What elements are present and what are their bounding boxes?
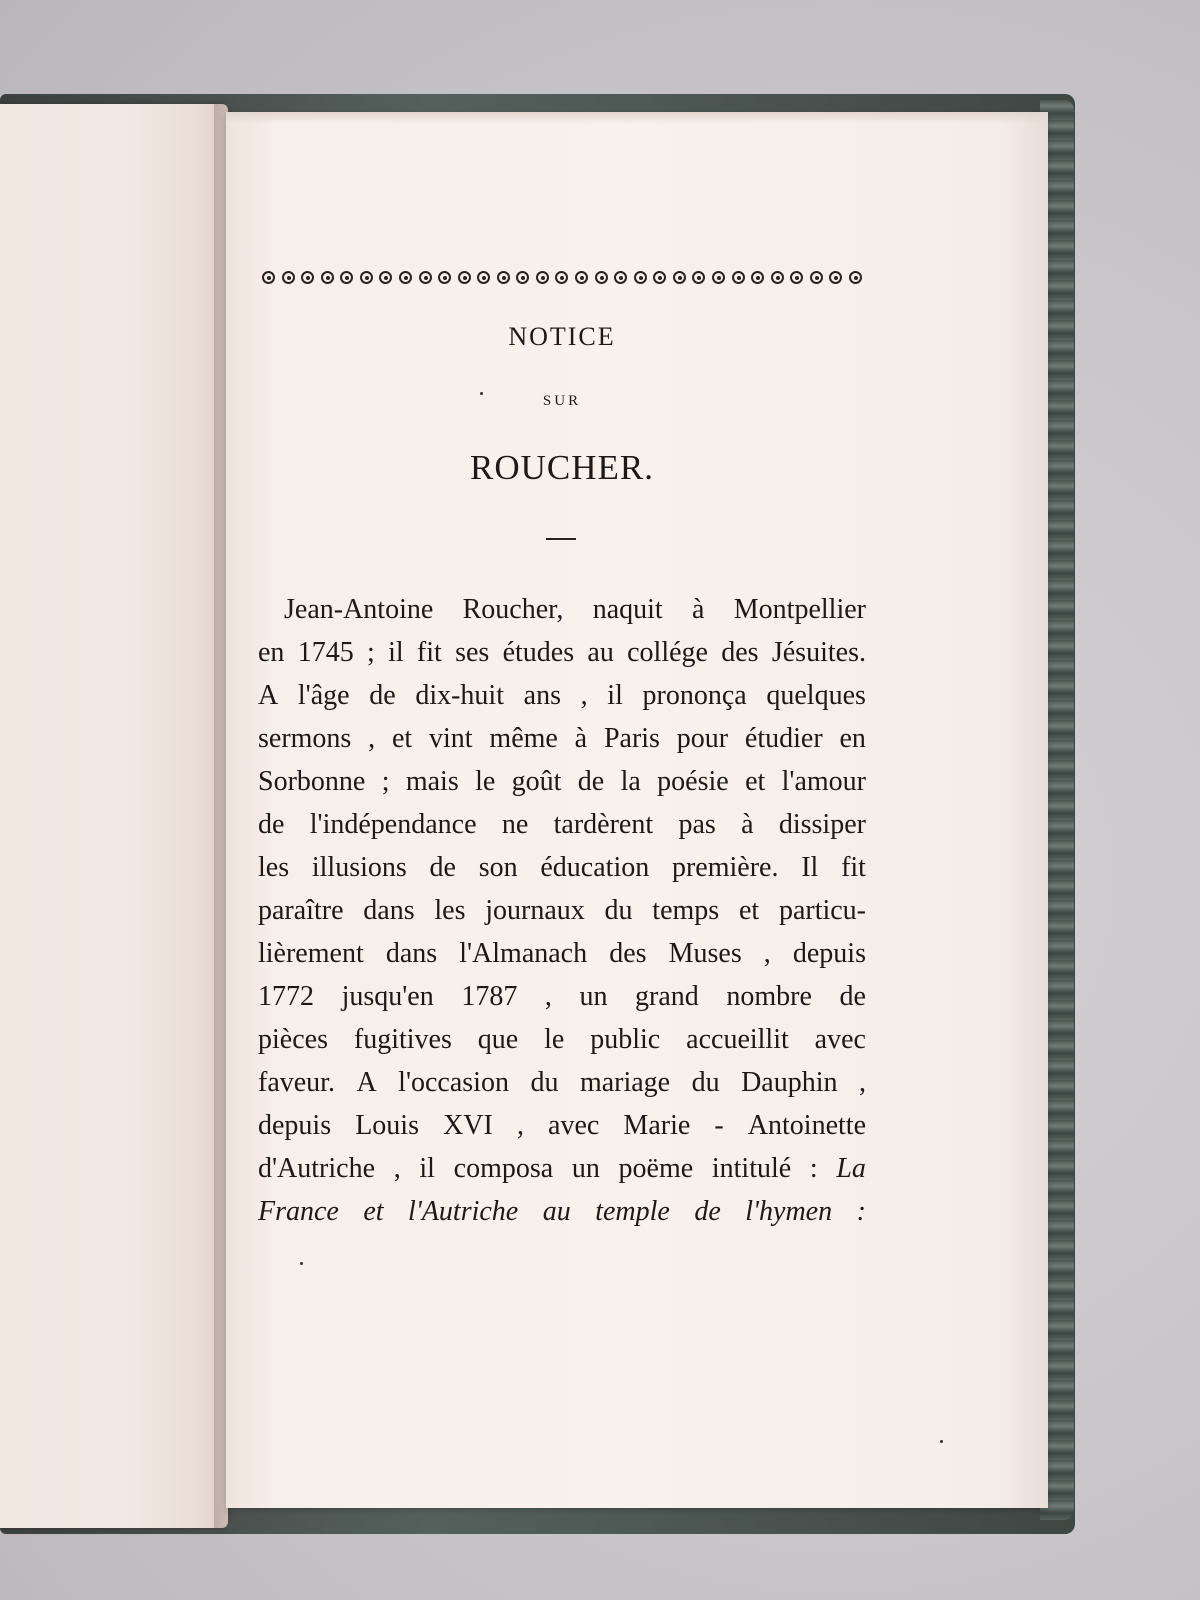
word: A xyxy=(258,680,279,711)
ornament-dot xyxy=(692,271,705,284)
word: dans xyxy=(363,895,415,926)
word: de xyxy=(839,981,866,1012)
word: goût xyxy=(511,766,562,797)
ornament-dot xyxy=(810,271,823,284)
word: Paris xyxy=(603,723,660,754)
word: étudier xyxy=(744,723,823,754)
word: il xyxy=(607,680,623,711)
text-line xyxy=(258,975,866,1018)
word: de xyxy=(694,1196,721,1227)
paper-speck xyxy=(300,1262,303,1265)
word: : xyxy=(809,1153,818,1184)
ornament-dot xyxy=(673,271,686,284)
word: et xyxy=(745,766,766,797)
ornament-dot xyxy=(301,271,314,284)
word: les xyxy=(434,895,466,926)
ornament-dot xyxy=(536,271,549,284)
word: le xyxy=(544,1024,565,1055)
word: fugitives xyxy=(353,1024,452,1055)
word: du xyxy=(604,895,633,926)
text-line xyxy=(258,717,866,760)
ornament-dot xyxy=(340,271,353,284)
ornament-dot xyxy=(829,271,842,284)
word: Marie xyxy=(623,1110,691,1141)
left-facing-page xyxy=(0,104,228,1528)
word: avec xyxy=(548,1110,600,1141)
word: prononça xyxy=(642,680,747,711)
page-top-edge xyxy=(226,112,1048,124)
ornament-dot xyxy=(419,271,432,284)
ornamental-rule xyxy=(262,266,862,288)
word: , xyxy=(368,723,376,754)
word: l'hymen xyxy=(745,1196,833,1227)
word: Montpellier xyxy=(733,594,866,625)
word: 1745 xyxy=(297,637,354,668)
word: Jésuites. xyxy=(771,637,866,668)
word: de xyxy=(429,852,456,883)
word: de xyxy=(369,680,396,711)
word: journaux xyxy=(485,895,585,926)
ornament-dot xyxy=(653,271,666,284)
text-line xyxy=(258,631,866,674)
ornament-dot xyxy=(790,271,803,284)
word: mais xyxy=(405,766,459,797)
ornament-dot xyxy=(634,271,647,284)
word: tardèrent xyxy=(553,809,654,840)
word: Dauphin xyxy=(741,1067,838,1098)
sur-heading: SUR xyxy=(542,393,582,409)
ornament-dot xyxy=(614,271,627,284)
word: éducation xyxy=(540,852,650,883)
ornament-dot xyxy=(321,271,334,284)
word: quelques xyxy=(766,680,866,711)
word: du xyxy=(530,1067,559,1098)
word: ne xyxy=(501,809,529,840)
word: un xyxy=(579,981,608,1012)
word: dix-huit xyxy=(415,680,504,711)
word: 1787 xyxy=(461,981,518,1012)
word: pour xyxy=(676,723,729,754)
word: mariage xyxy=(579,1067,671,1098)
word: France xyxy=(258,1196,339,1227)
word: d'Autriche xyxy=(258,1153,376,1184)
word: des xyxy=(609,938,647,969)
word: composa xyxy=(453,1153,554,1184)
word: à xyxy=(741,809,754,840)
word: jusqu'en xyxy=(341,981,434,1012)
text-line xyxy=(258,760,866,803)
ornament-dot xyxy=(771,271,784,284)
text-line xyxy=(258,889,866,932)
word: un xyxy=(571,1153,600,1184)
word: au xyxy=(587,637,614,668)
text-line xyxy=(258,1061,866,1104)
word: Roucher, xyxy=(462,594,564,625)
notice-heading: NOTICE xyxy=(508,322,616,351)
ornament-dot xyxy=(477,271,490,284)
word: vint xyxy=(429,723,473,754)
ornament-dot xyxy=(399,271,412,284)
text-line xyxy=(258,1147,866,1190)
word: l'amour xyxy=(781,766,866,797)
word: en xyxy=(258,637,285,668)
word: il xyxy=(419,1153,435,1184)
word: il xyxy=(388,637,404,668)
word: XVI xyxy=(443,1110,493,1141)
word: l'âge xyxy=(297,680,350,711)
word: public xyxy=(590,1024,661,1055)
word: dissiper xyxy=(778,809,866,840)
word: accueillit xyxy=(686,1024,789,1055)
word: à xyxy=(574,723,588,754)
separator-rule xyxy=(546,538,576,540)
word: Antoinette xyxy=(747,1110,866,1141)
word: l'indépendance xyxy=(309,809,477,840)
word: poésie xyxy=(657,766,729,797)
word: la xyxy=(620,766,641,797)
word: , xyxy=(580,680,588,711)
word: du xyxy=(691,1067,720,1098)
paper-speck xyxy=(480,392,483,395)
word: temps xyxy=(652,895,720,926)
ornament-dot xyxy=(497,271,510,284)
word: l'Autriche xyxy=(408,1196,519,1227)
word: pièces xyxy=(258,1024,328,1055)
word: l'Almanach xyxy=(459,938,588,969)
ornament-dot xyxy=(751,271,764,284)
word: La xyxy=(836,1153,866,1184)
word: à xyxy=(692,594,705,625)
word: : xyxy=(856,1196,866,1227)
word: au xyxy=(542,1196,571,1227)
body-paragraph xyxy=(258,588,866,1233)
text-line xyxy=(258,1018,866,1061)
ornament-dot xyxy=(262,271,275,284)
word: nombre xyxy=(726,981,812,1012)
word: depuis xyxy=(258,1110,332,1141)
text-line xyxy=(258,674,866,717)
word: fit xyxy=(416,637,442,668)
word: en xyxy=(839,723,866,754)
word: l'occasion xyxy=(398,1067,509,1098)
text-line xyxy=(258,588,866,631)
word: lièrement xyxy=(258,938,364,969)
word: que xyxy=(477,1024,519,1055)
word: paraître xyxy=(258,895,344,926)
text-line xyxy=(258,846,866,889)
word: , xyxy=(763,938,771,969)
word: fit xyxy=(841,852,866,883)
word: depuis xyxy=(792,938,866,969)
word: et xyxy=(391,723,413,754)
word: , xyxy=(859,1067,866,1098)
ornament-dot xyxy=(516,271,529,284)
word: temple xyxy=(595,1196,670,1227)
word: et xyxy=(738,895,760,926)
word: ses xyxy=(455,637,490,668)
text-line xyxy=(258,803,866,846)
ornament-dot xyxy=(438,271,451,284)
word: Il xyxy=(801,852,819,883)
word: grand xyxy=(635,981,699,1012)
word: des xyxy=(721,637,759,668)
word: 1772 xyxy=(258,981,314,1012)
word: Muses xyxy=(668,938,742,969)
word: collége xyxy=(627,637,708,668)
word: Jean-Antoine xyxy=(284,594,434,625)
word: le xyxy=(475,766,496,797)
word: et xyxy=(363,1196,384,1227)
word: sermons xyxy=(258,723,352,754)
word: pas xyxy=(678,809,716,840)
text-line xyxy=(258,932,866,975)
ornament-dot xyxy=(282,271,295,284)
ornament-dot xyxy=(849,271,862,284)
text-line xyxy=(258,1190,866,1233)
word: ans xyxy=(523,680,561,711)
word: - xyxy=(714,1110,724,1141)
word: ; xyxy=(367,637,375,668)
word: Louis xyxy=(355,1110,419,1141)
word: , xyxy=(544,981,552,1012)
word: A xyxy=(356,1067,377,1098)
word: première. xyxy=(671,852,779,883)
word: dans xyxy=(385,938,438,969)
word: , xyxy=(393,1153,401,1184)
word: illusions xyxy=(311,852,407,883)
ornament-dot xyxy=(712,271,725,284)
word: intitulé xyxy=(711,1153,792,1184)
word: de xyxy=(258,809,285,840)
paper-speck xyxy=(940,1440,943,1443)
word: son xyxy=(478,852,518,883)
word: poëme xyxy=(618,1153,694,1184)
text-line xyxy=(258,1104,866,1147)
word: même xyxy=(489,723,558,754)
ornament-dot xyxy=(360,271,373,284)
name-heading: ROUCHER. xyxy=(470,448,654,487)
word: particu- xyxy=(778,895,866,926)
word: de xyxy=(577,766,605,797)
word: , xyxy=(516,1110,524,1141)
word: les xyxy=(258,852,290,883)
ornament-dot xyxy=(555,271,568,284)
word: études xyxy=(502,637,575,668)
word: Sorbonne xyxy=(258,766,366,797)
ornament-dot xyxy=(575,271,588,284)
ornament-dot xyxy=(379,271,392,284)
word: ; xyxy=(381,766,390,797)
ornament-dot xyxy=(595,271,608,284)
ornament-dot xyxy=(732,271,745,284)
word: avec xyxy=(814,1024,866,1055)
word: faveur. xyxy=(258,1067,335,1098)
ornament-dot xyxy=(458,271,471,284)
word: naquit xyxy=(592,594,663,625)
